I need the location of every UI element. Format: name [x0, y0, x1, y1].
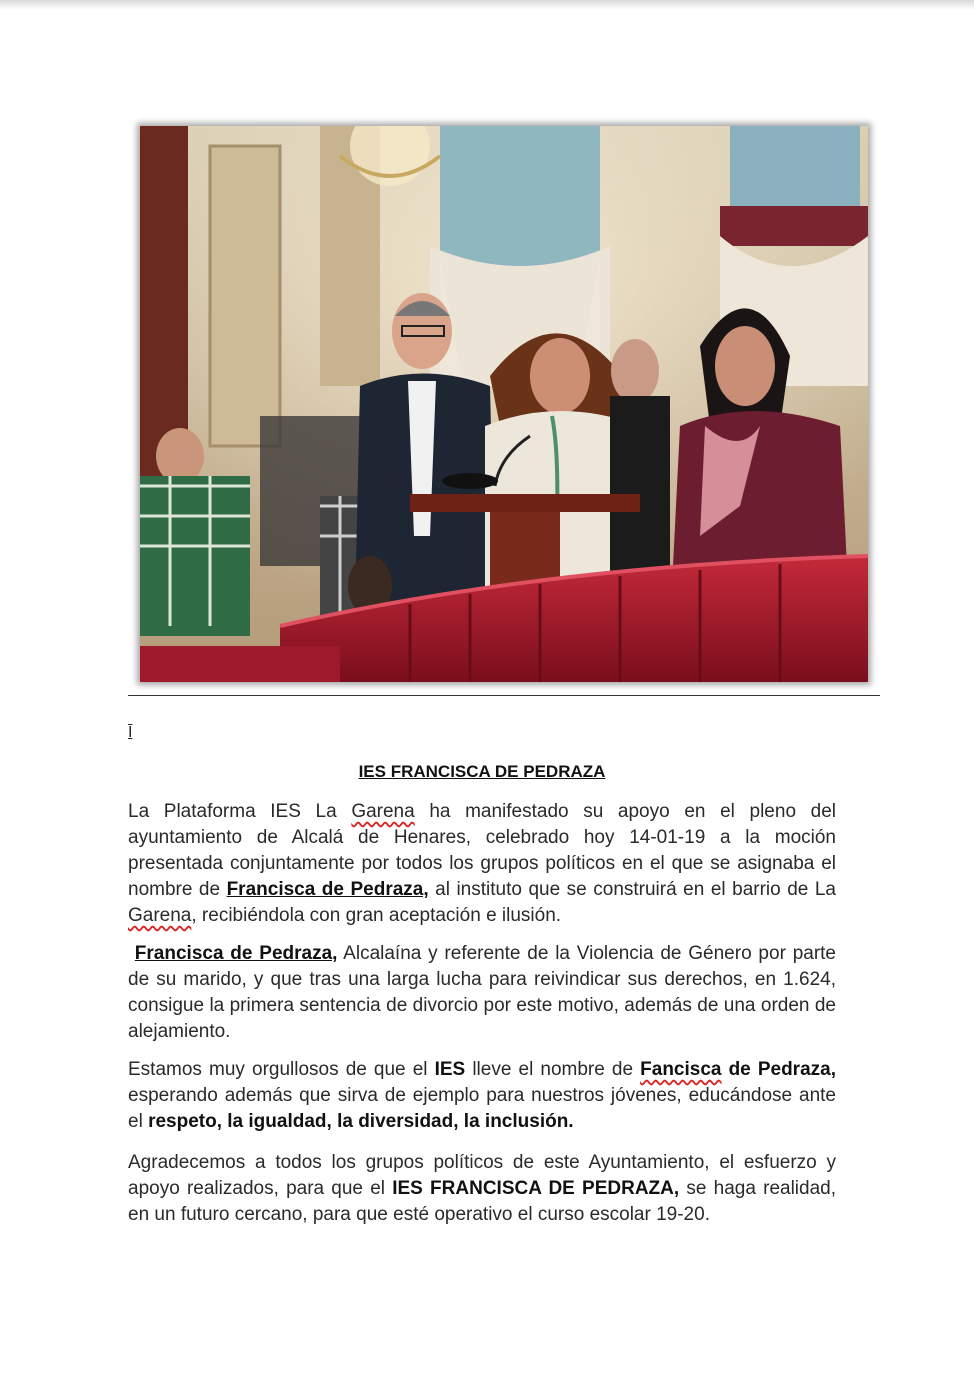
p1-text-2: ha manifestado su apoyo en el pleno del ayuntamiento de Alcalá de Henares, celebrado hoy 14-01-19 a la moción presentada conjuntamente por todos los grupos políticos en el que se asignaba el nombre de: [128, 801, 836, 900]
p3-text-1: Estamos muy orgullosos de que el: [128, 1059, 435, 1080]
p1-text-3: al instituto que se construirá en el barrio de La: [428, 879, 836, 900]
paragraph-1: [128, 799, 836, 929]
p2-name: Francisca de Pedraza,: [134, 943, 338, 964]
p1-text-1: La Plataforma IES La: [128, 801, 352, 822]
p1-name-link: Francisca de Pedraza,: [226, 879, 429, 900]
p3-text-2: lleve el nombre de: [465, 1059, 641, 1080]
p3-fancisca-misspelled: Fancisca: [640, 1059, 722, 1080]
p3-text-3: esperando además que sirva de ejemplo para nuestros jóvenes, educándose ante el: [128, 1085, 836, 1132]
council-meeting-photo: [140, 126, 868, 682]
page-top-shadow: [0, 0, 974, 10]
p4-text-2: se haga realidad, en un futuro cercano, para que esté operativo el curso escolar 19-20.: [128, 1178, 836, 1225]
p1-garena-misspelled-2: Garena: [128, 905, 192, 926]
p3-values: respeto, la igualdad, la diversidad, la inclusión.: [148, 1111, 574, 1132]
horizontal-rule: [128, 695, 880, 696]
p2-text-1: Alcalaína y referente de la Violencia de Género por parte de su marido, y que tras una larga lucha para reivindicar sus derechos, en 1.624, consigue la primera sentencia de divorcio por este motivo, además de una orden de alejamiento.: [128, 943, 836, 1042]
paragraph-2: [128, 941, 836, 1045]
paragraph-3: [128, 1057, 836, 1135]
text-cursor-icon: Ī: [128, 724, 133, 741]
p1-text-4: , recibiéndola con gran aceptación e ilusión.: [191, 905, 562, 926]
document-heading: IES FRANCISCA DE PEDRAZA: [358, 762, 606, 781]
p3-de-pedraza: de Pedraza,: [721, 1059, 836, 1080]
p3-ies: IES: [434, 1059, 466, 1080]
p1-garena-misspelled: Garena: [351, 801, 415, 822]
p4-text-1: Agradecemos a todos los grupos políticos de este Ayuntamiento, el esfuerzo y apoyo realizados, para que el: [128, 1152, 836, 1199]
paragraph-4: [128, 1150, 836, 1228]
p4-ies: IES FRANCISCA DE PEDRAZA,: [392, 1178, 680, 1199]
